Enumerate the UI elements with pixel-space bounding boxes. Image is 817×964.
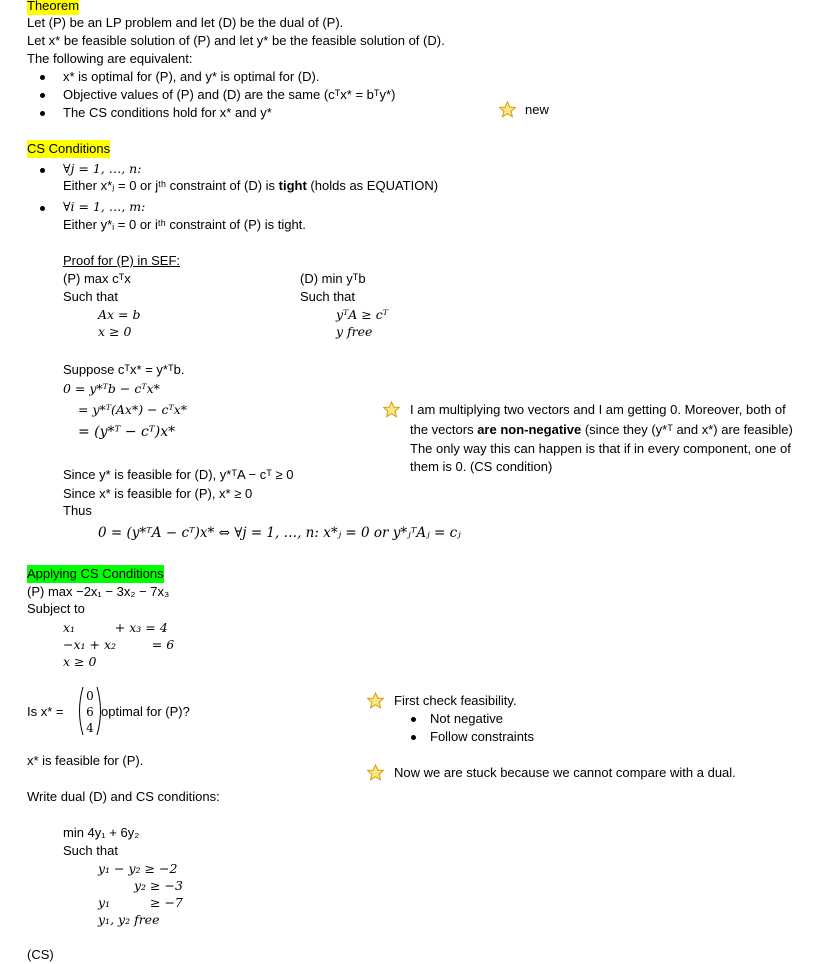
stuck-note: Now we are stuck because we cannot compare with a dual.	[394, 765, 736, 780]
cs-quantifier-j: ∀j = 1, …, n:	[63, 161, 142, 176]
proof-note-line-1: I am multiplying two vectors and I am getting 0. Moreover, both of	[410, 402, 786, 417]
question-suffix: optimal for (P)?	[101, 704, 190, 719]
cs-condition-i: Either y*ᵢ = 0 or iᵗʰ constraint of (P) is tight.	[63, 217, 306, 232]
cs-condition-j	[63, 177, 438, 195]
proof-note-bold: are non-negative	[477, 422, 582, 437]
proof-step-6: Since x* is feasible for (P), x* ≥ 0	[63, 486, 253, 501]
dual-constraint-a: y₁ − y₂ ≥ −2	[98, 861, 178, 876]
primal-objective: (P) max cᵀx	[63, 271, 131, 286]
bullet-dot	[40, 206, 45, 211]
bullet-dot	[411, 717, 416, 722]
dual-such-that-2: Such that	[63, 843, 118, 858]
dual-constraint-b: y₂ ≥ −3	[134, 878, 183, 893]
bullet-dot	[40, 93, 45, 98]
proof-note-line-4: them is 0. (CS condition)	[410, 459, 553, 474]
bullet-dot	[40, 111, 45, 116]
apply-primal-objective: (P) max −2x₁ − 3x₂ − 7x₃	[27, 584, 170, 599]
star-icon	[367, 692, 384, 709]
dual-min-objective: min 4y₁ + 6y₂	[63, 825, 140, 840]
proof-step-3: = y*ᵀ(Ax*) − cᵀx*	[78, 402, 188, 417]
theorem-line-1: Let (P) be an LP problem and let (D) be the dual of (P).	[27, 15, 344, 30]
feasibility-bullet-1: Not negative	[430, 711, 503, 726]
theorem-bullet-2: Objective values of (P) and (D) are the same (cᵀx* = bᵀy*)	[63, 87, 396, 102]
primal-such-that: Such that	[63, 289, 118, 304]
question-prefix: Is x* =	[27, 704, 64, 719]
theorem-note: new	[525, 102, 549, 117]
primal-constraint-2: x ≥ 0	[98, 324, 132, 339]
apply-constraint-2: −x₁ + x₂ = 6	[63, 637, 175, 652]
proof-note-line-3: The only way this can happen is that if in every component, one of	[410, 441, 791, 456]
proof-step-2: 0 = y*ᵀb − cᵀx*	[63, 381, 160, 396]
feasibility-note: First check feasibility.	[394, 693, 517, 708]
apply-constraint-3: x ≥ 0	[63, 654, 97, 669]
theorem-heading: Theorem	[27, 0, 79, 15]
proof-step-5: Since y* is feasible for (D), y*ᵀA − cᵀ ≥ 0	[63, 467, 294, 482]
cs-heading: CS Conditions	[27, 141, 111, 156]
proof-step-8: 0 = (y*ᵀA − cᵀ)x* ⇔ ∀j = 1, …, n: x*ⱼ = 0 or y*ⱼᵀAⱼ = cⱼ	[98, 525, 461, 541]
vector-entry-1: 0	[86, 689, 94, 703]
apply-subject-to: Subject to	[27, 601, 85, 616]
write-dual-instruction: Write dual (D) and CS conditions:	[27, 789, 220, 804]
theorem-line-2: Let x* be feasible solution of (P) and let y* be the feasible solution of (D).	[27, 33, 445, 48]
star-icon	[383, 401, 400, 418]
dual-constraint-c-bound: ≥ −7	[150, 895, 183, 910]
bullet-dot	[40, 168, 45, 173]
proof-step-7: Thus	[63, 503, 92, 518]
theorem-bullet-3: The CS conditions hold for x* and y*	[63, 105, 272, 120]
apply-constraint-1: x₁ + x₃ = 4	[63, 620, 168, 635]
proof-step-4: = (y*ᵀ − cᵀ)x*	[78, 424, 176, 440]
vector-entry-2: 6	[86, 705, 94, 719]
dual-constraint-1: yᵀA ≥ cᵀ	[336, 307, 389, 322]
cs-quantifier-i: ∀i = 1, …, m:	[63, 199, 146, 214]
star-icon	[367, 764, 384, 781]
star-icon	[499, 101, 516, 118]
bullet-dot	[411, 735, 416, 740]
vector-entry-3: 4	[86, 721, 94, 735]
proof-note-l2a: the vectors	[410, 422, 478, 437]
dual-such-that: Such that	[300, 289, 355, 304]
cs-condition-j-post: (holds as EQUATION)	[306, 178, 439, 193]
bullet-dot	[40, 75, 45, 80]
dual-constraint-c-var: y₁	[98, 895, 111, 910]
proof-step-1: Suppose cᵀx* = y*ᵀb.	[63, 362, 185, 377]
cs-condition-j-pre: Either x*ⱼ = 0 or jᵗʰ constraint of (D) is	[63, 178, 279, 193]
dual-constraint-2: y free	[336, 324, 373, 339]
cs-condition-j-bold: tight	[278, 178, 307, 193]
proof-note-line-2	[410, 421, 793, 439]
theorem-line-3: The following are equivalent:	[27, 51, 193, 66]
apply-heading: Applying CS Conditions	[27, 566, 164, 581]
theorem-bullet-1: x* is optimal for (P), and y* is optimal for (D).	[63, 69, 320, 84]
dual-free-vars: y₁, y₂ free	[98, 912, 160, 927]
proof-heading: Proof for (P) in SEF:	[63, 253, 181, 268]
cs-label: (CS)	[27, 947, 54, 962]
primal-constraint-1: Ax = b	[98, 307, 141, 322]
feasibility-bullet-2: Follow constraints	[430, 729, 535, 744]
feasible-statement: x* is feasible for (P).	[27, 753, 144, 768]
dual-objective: (D) min yᵀb	[300, 271, 366, 286]
proof-note-l2c: (since they (y*ᵀ and x*) are feasible)	[581, 422, 793, 437]
